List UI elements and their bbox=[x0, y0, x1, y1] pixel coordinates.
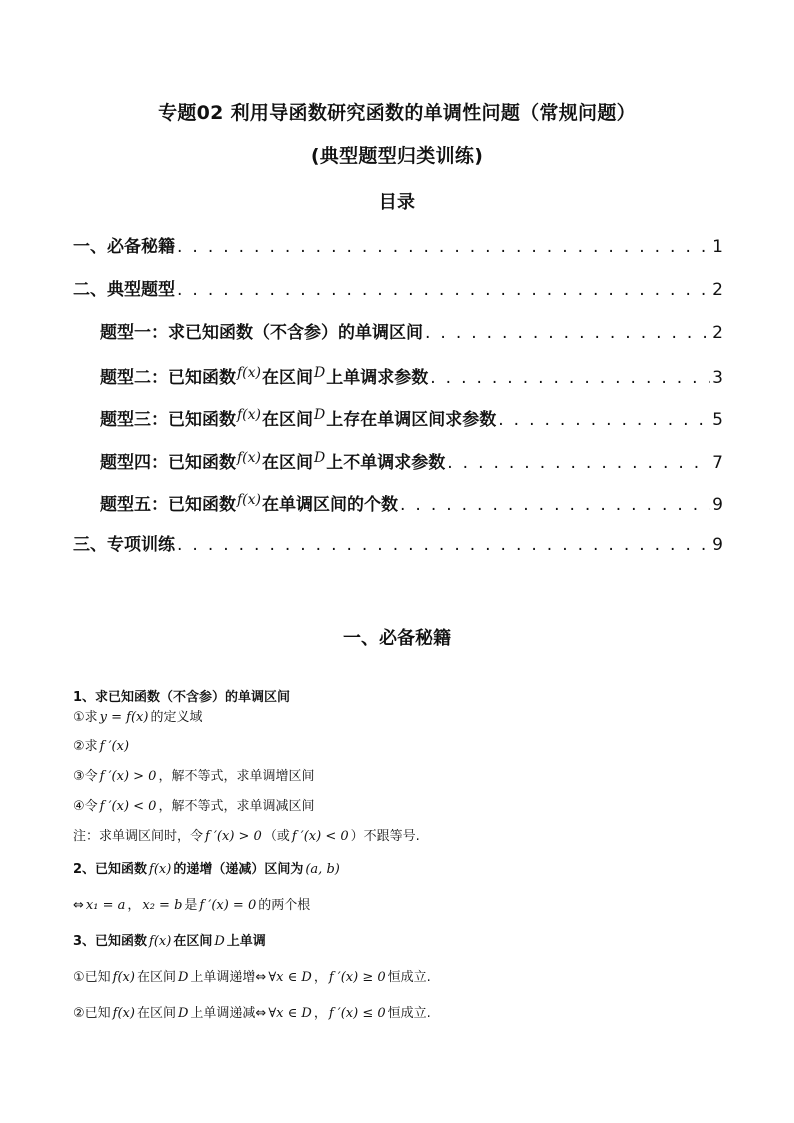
text-part: ， bbox=[313, 1006, 327, 1021]
math-function: f(x) bbox=[237, 407, 262, 423]
text-part: 的两个根 bbox=[258, 898, 311, 913]
body-line bbox=[73, 765, 314, 784]
text-part: ①已知 bbox=[73, 970, 111, 985]
toc-entry-type-1[interactable] bbox=[100, 318, 723, 343]
toc-text-part: 上不单调求参数 bbox=[326, 453, 446, 473]
toc-heading: 目录 bbox=[378, 192, 416, 213]
text-part: 在区间 bbox=[173, 934, 213, 949]
toc-entry-label bbox=[100, 405, 496, 430]
toc-entry-type-3[interactable] bbox=[100, 405, 723, 430]
toc-entry-3[interactable] bbox=[73, 530, 723, 555]
toc-leader bbox=[447, 453, 710, 473]
math-expression: f ′(x) < 0 bbox=[291, 829, 349, 844]
text-part: 的递增（递减）区间为 bbox=[173, 862, 304, 877]
text-part: （或 bbox=[263, 829, 290, 844]
math-expression: ∀x ∈ D bbox=[268, 1006, 312, 1021]
text-part: ⇔ bbox=[73, 898, 84, 913]
toc-page-number: 7 bbox=[712, 453, 723, 473]
text-part: ）不跟等号. bbox=[350, 829, 420, 844]
toc-entry-type-2[interactable] bbox=[100, 363, 723, 388]
math-expression: ∀x ∈ D bbox=[268, 970, 312, 985]
text-part: ，解不等式，求单调减区间 bbox=[158, 799, 315, 814]
text-part: ， bbox=[313, 970, 327, 985]
toc-page-number: 9 bbox=[712, 495, 723, 515]
toc-entry-type-5[interactable] bbox=[100, 490, 723, 515]
math-interval: D bbox=[314, 407, 326, 423]
math-function: f(x) bbox=[237, 492, 262, 508]
toc-leader bbox=[498, 410, 710, 430]
toc-page-number: 5 bbox=[712, 410, 723, 430]
toc-page-number: 2 bbox=[712, 280, 723, 300]
body-line bbox=[73, 735, 131, 754]
text-part: ， bbox=[127, 898, 141, 913]
body-note bbox=[73, 825, 420, 844]
toc-text-part: 题型三：已知函数 bbox=[100, 410, 236, 430]
text-part: 注：求单调区间时，令 bbox=[73, 829, 204, 844]
toc-text-part: 上单调求参数 bbox=[326, 368, 429, 388]
text-part: 的定义域 bbox=[150, 710, 203, 725]
text-part: 在区间 bbox=[136, 1006, 176, 1021]
math-expression: D bbox=[177, 970, 189, 985]
toc-entry-label bbox=[100, 490, 398, 515]
toc-page-number: 2 bbox=[712, 323, 723, 343]
text-part: ②已知 bbox=[73, 1006, 111, 1021]
body-heading-2 bbox=[73, 858, 342, 877]
math-expression: f(x) bbox=[112, 1006, 135, 1021]
toc-text-part: 在单调区间的个数 bbox=[262, 495, 399, 515]
math-expression: f ′(x) < 0 bbox=[99, 799, 157, 814]
math-expression: (a, b) bbox=[305, 862, 340, 877]
toc-leader bbox=[177, 280, 710, 300]
text-part: ②求 bbox=[73, 739, 98, 754]
text-part: 上单调 bbox=[226, 934, 266, 949]
toc-text-part: 上存在单调区间求参数 bbox=[326, 410, 497, 430]
math-expression: f(x) bbox=[112, 970, 135, 985]
body-line bbox=[73, 894, 310, 913]
math-function: f(x) bbox=[237, 365, 262, 381]
toc-text-part: 题型五：已知函数 bbox=[100, 495, 236, 515]
math-interval: D bbox=[314, 450, 326, 466]
math-expression: f ′(x) bbox=[99, 739, 130, 754]
math-expression: f ′(x) > 0 bbox=[205, 829, 262, 844]
toc-entry-label bbox=[100, 448, 445, 473]
math-interval: D bbox=[314, 365, 326, 381]
toc-entry-label: 三、专项训练 bbox=[73, 535, 175, 555]
section-heading: 一、必备秘籍 bbox=[343, 628, 451, 649]
toc-page-number: 3 bbox=[712, 368, 723, 388]
text-part: 恒成立. bbox=[387, 1006, 431, 1021]
toc-entry-label: 一、必备秘籍 bbox=[73, 237, 175, 257]
toc-text-part: 题型四：已知函数 bbox=[100, 453, 236, 473]
body-line bbox=[73, 966, 431, 985]
document-subtitle: (典型题型归类训练) bbox=[310, 145, 484, 167]
toc-leader bbox=[177, 535, 710, 555]
toc-leader bbox=[177, 237, 710, 257]
math-expression: f(x) bbox=[149, 934, 172, 949]
toc-text-part: 在区间 bbox=[262, 368, 314, 388]
toc-leader bbox=[425, 323, 710, 343]
math-expression: f ′(x) ≥ 0 bbox=[328, 970, 386, 985]
toc-page-number: 1 bbox=[712, 237, 723, 257]
math-expression: x₂ = b bbox=[142, 898, 183, 913]
text-part: 上单调递增⇔ bbox=[190, 970, 267, 985]
toc-entry-label: 二、典型题型 bbox=[73, 280, 175, 300]
math-expression: f(x) bbox=[149, 862, 172, 877]
toc-entry-label: 题型一：求已知函数（不含参）的单调区间 bbox=[100, 323, 423, 343]
math-expression: D bbox=[214, 934, 225, 949]
body-heading-3 bbox=[73, 930, 266, 949]
math-expression: f ′(x) > 0 bbox=[99, 769, 157, 784]
math-expression: D bbox=[177, 1006, 189, 1021]
text-part: 在区间 bbox=[136, 970, 176, 985]
toc-leader bbox=[400, 495, 710, 515]
math-function: f(x) bbox=[237, 450, 262, 466]
toc-entry-label bbox=[100, 363, 428, 388]
toc-entry-type-4[interactable] bbox=[100, 448, 723, 473]
toc-text-part: 在区间 bbox=[262, 453, 314, 473]
body-line bbox=[73, 1002, 431, 1021]
text-part: ④令 bbox=[73, 799, 98, 814]
document-title: 专题02 利用导函数研究函数的单调性问题（常规问题） bbox=[158, 102, 636, 124]
body-heading-1: 1、求已知函数（不含参）的单调区间 bbox=[73, 690, 291, 705]
math-expression: f ′(x) ≤ 0 bbox=[328, 1006, 386, 1021]
toc-page-number: 9 bbox=[712, 535, 723, 555]
body-line bbox=[73, 706, 202, 725]
text-part: ③令 bbox=[73, 769, 98, 784]
text-part: 3、已知函数 bbox=[73, 934, 148, 949]
text-part: 是 bbox=[184, 898, 198, 913]
text-part: ①求 bbox=[73, 710, 98, 725]
toc-text-part: 在区间 bbox=[262, 410, 314, 430]
math-expression: y = f(x) bbox=[99, 710, 149, 725]
text-part: 恒成立. bbox=[387, 970, 431, 985]
toc-text-part: 题型二：已知函数 bbox=[100, 368, 236, 388]
text-part: ，解不等式，求单调增区间 bbox=[158, 769, 315, 784]
text-part: 上单调递减⇔ bbox=[190, 1006, 267, 1021]
toc-leader bbox=[430, 368, 710, 388]
toc-entry-2[interactable] bbox=[73, 275, 723, 300]
body-line bbox=[73, 795, 314, 814]
text-part: 2、已知函数 bbox=[73, 862, 148, 877]
math-expression: x₁ = a bbox=[85, 898, 126, 913]
toc-entry-1[interactable] bbox=[73, 232, 723, 257]
math-expression: f ′(x) = 0 bbox=[199, 898, 257, 913]
